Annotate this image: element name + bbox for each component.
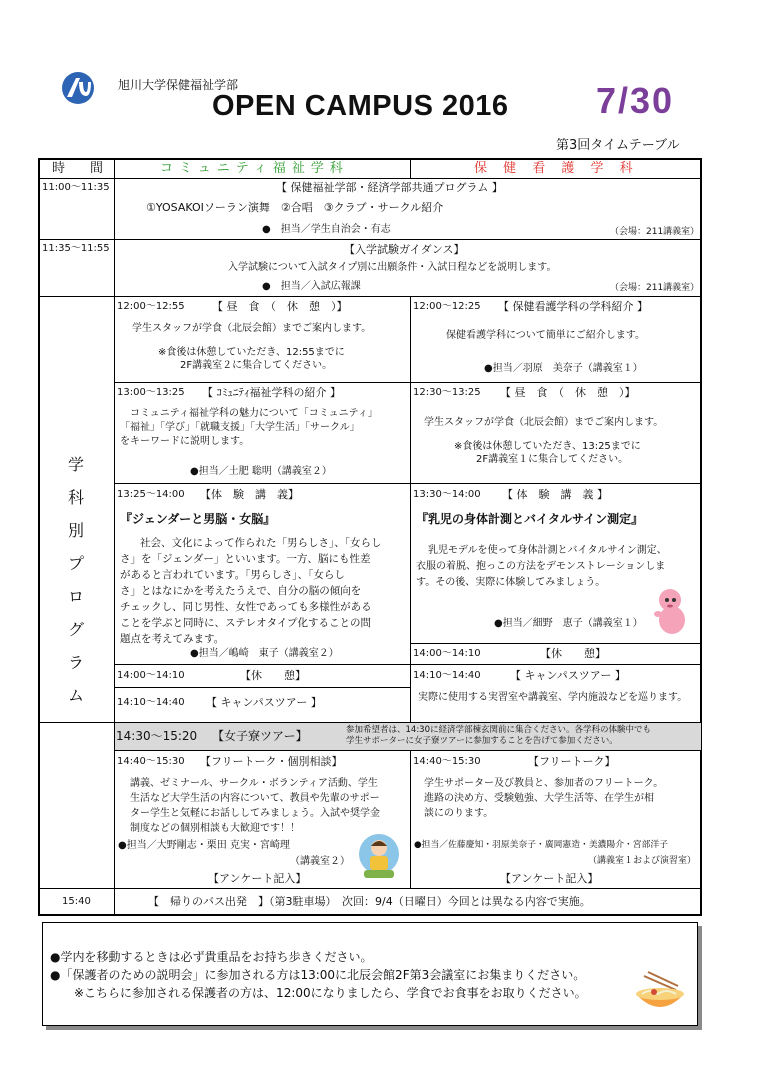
side-label-char: グ — [68, 620, 85, 639]
dorm-note: 学生サポーターに女子寮ツアーに参加することを告げて参加ください。 — [346, 736, 618, 746]
baby-illustration — [650, 586, 690, 636]
nursing-b4-time: 14:00〜14:10 — [413, 648, 481, 659]
nursing-b2-title: 【 昼 食 （ 休 憩 ）】 — [500, 386, 636, 399]
community-b4-time: 14:00〜14:10 — [117, 670, 185, 681]
nursing-b6-room: （講義室１および演習室） — [588, 856, 697, 866]
nursing-b1-staff: ●担当／羽原 美奈子（講義室１） — [484, 363, 643, 374]
bus-time: 15:40 — [62, 896, 91, 907]
row-divider — [410, 664, 701, 665]
community-b5-title: 【 キャンパスツアー 】 — [206, 696, 322, 709]
community-b4-title: 【休 憩】 — [240, 669, 306, 682]
row-divider — [38, 888, 702, 889]
nursing-b5-title: 【 キャンパスツアー 】 — [510, 669, 626, 682]
nursing-b5-time: 14:10〜14:40 — [413, 670, 481, 681]
nursing-b6-line: 進路の決め方、受験勉強、大学生活等、在学生が相 — [424, 793, 654, 804]
community-b3-line: さ」を「ジェンダー」といいます。一方、脳にも性差 — [120, 553, 371, 565]
col-header-community: コミュニティ福祉学科 — [160, 161, 349, 176]
community-b6-line: ター学生と気軽にお話ししてみましょう。入試や奨学金 — [130, 808, 380, 819]
notice-line: ●「保護者のための説明会」に参加される方は13:00に北辰会館2F第3会議室にお集まりください。 — [50, 968, 586, 982]
notice-line: ●学内を移動するときは必ず貴重品をお持ち歩きください。 — [50, 950, 373, 964]
community-b1-line: 2F講義室２に集合してください。 — [180, 360, 333, 371]
community-b3-line: があると言われています。「男らしさ」、「女らし — [120, 569, 345, 581]
community-b3-line: ことを学ぶと同時に、ステレオタイプ化することの問 — [120, 617, 372, 629]
university-name: 旭川大学保健福祉学部 — [118, 78, 239, 92]
nursing-b6-line: 学生サポーター及び教員と、参加者のフリートーク。 — [424, 778, 664, 789]
community-b3-time: 13:25〜14:00 — [117, 489, 185, 500]
nursing-b3-staff: ●担当／細野 恵子（講義室１） — [494, 618, 643, 629]
nursing-b1-line: 保健看護学科について簡単にご紹介します。 — [446, 330, 645, 341]
row-divider — [38, 239, 702, 240]
side-label-char: ム — [68, 686, 85, 705]
community-b3-title: 【体 験 講 義】 — [200, 488, 299, 501]
col-divider — [410, 296, 411, 722]
nursing-b1-time: 12:00〜12:25 — [413, 301, 481, 312]
nursing-b5-line: 実際に使用する実習室や講義室、学内施設などを巡ります。 — [418, 692, 688, 703]
common2-time: 11:35〜11:55 — [42, 243, 110, 254]
nursing-b6-staff: ●担当／佐藤慶知・羽原美奈子・廣岡憲造・美濃陽介・宮部洋子 — [414, 840, 668, 850]
community-b2-time: 13:00〜13:25 — [117, 387, 185, 398]
community-b3-line: チェックし、同じ男性、女性であっても多様性がある — [120, 601, 372, 613]
nursing-b2-line: 2F講義室１に集合してください。 — [476, 454, 629, 465]
notice-line: ※こちらに参加される保護者の方は、12:00になりましたら、学食でお食事をお取りください。 — [74, 986, 587, 1000]
col-header-nursing: 保 健 看 護 学 科 — [474, 161, 639, 176]
community-b2-staff: ●担当／土肥 聡明（講義室２） — [190, 466, 332, 477]
community-b2-line: をキーワードに説明します。 — [120, 436, 250, 447]
nursing-b3-title: 【 体 験 講 義 】 — [502, 488, 608, 501]
community-b1-title: 【 昼 食 （ 休 憩 ）】 — [212, 300, 348, 313]
side-label-char: 科 — [68, 488, 85, 507]
community-b5-time: 14:10〜14:40 — [117, 697, 185, 708]
row-divider — [114, 483, 701, 484]
common1-items: ①YOSAKOIソーラン演舞 ②合唱 ③クラブ・サークル紹介 — [146, 201, 444, 214]
common1-staff: ● 担当／学生自治会・有志 — [262, 224, 391, 235]
community-b6-title: 【フリートーク・個別相談】 — [200, 755, 343, 768]
col-divider — [114, 158, 115, 916]
bus-text: 【 帰りのバス出発 】（第3駐車場） 次回：9/4（日曜日）今回とは異なる内容で実施。 — [148, 895, 591, 908]
community-b3-line: さ」とはなにかを考えたうえで、自分の脳の傾向を — [120, 585, 362, 597]
nursing-b4-title: 【休 憩】 — [540, 647, 606, 660]
common2-desc: 入学試験について入試タイプ別に出願条件・入試日程などを説明します。 — [228, 262, 557, 273]
col-header-time: 時 間 — [52, 161, 110, 176]
community-b1-line: 学生スタッフが学食（北辰会館）までご案内します。 — [132, 323, 372, 334]
community-b6-survey: 【アンケート記入】 — [208, 872, 307, 885]
community-b3-subject: 『ジェンダーと男脳・女脳』 — [120, 512, 276, 526]
university-logo — [60, 70, 96, 106]
dorm-title: 【女子寮ツアー】 — [212, 729, 308, 743]
col-divider — [410, 158, 411, 179]
side-label-char: 学 — [68, 455, 85, 474]
event-date: 7/30 — [596, 80, 675, 121]
nursing-b3-line: す。その後、実際に体験してみましょう。 — [416, 577, 606, 588]
side-label-char: 別 — [68, 521, 85, 540]
community-b6-time: 14:40〜15:30 — [117, 756, 185, 767]
common2-title: 【入学試験ガイダンス】 — [344, 243, 465, 256]
col-divider — [410, 750, 411, 888]
timetable-round: 第3回タイムテーブル — [556, 138, 680, 153]
nursing-b6-line: 談にのります。 — [424, 808, 494, 819]
nursing-b6-title: 【フリートーク】 — [528, 755, 616, 768]
row-divider — [38, 296, 702, 297]
community-b2-title: 【 ｺﾐｭﾆﾃｨ福祉学科の紹介 】 — [202, 386, 341, 399]
side-label-char: ラ — [68, 653, 85, 672]
nursing-b2-line: 学生スタッフが学食（北辰会館）までご案内します。 — [424, 417, 664, 428]
nursing-b6-time: 14:40〜15:30 — [413, 756, 481, 767]
nursing-b1-title: 【 保健看護学科の学科紹介 】 — [498, 300, 648, 313]
community-b6-line: 制度などの個別相談も大歓迎です！！ — [130, 823, 300, 834]
community-b3-line: 社会、文化によって作られた「男らしさ」、「女らし — [140, 537, 382, 549]
page-title: OPEN CAMPUS 2016 — [212, 90, 509, 122]
row-divider — [114, 750, 701, 751]
common1-title: 【 保健福祉学部・経済学部共通プログラム 】 — [276, 181, 503, 194]
community-b3-staff: ●担当／嶋崎 東子（講義室２） — [190, 648, 339, 659]
student-illustration — [358, 832, 400, 880]
side-label-char: ロ — [68, 587, 85, 606]
dorm-note: 参加希望者は、14:30に経済学部棟玄関前に集合ください。各学科の体験中でも — [346, 725, 651, 735]
community-b1-line: ※食後は休憩していただき、12:55までに — [158, 347, 345, 358]
common2-room: （会場：211講義室） — [610, 283, 700, 293]
community-b2-line: コミュニティ福祉学科の魅力について「コミュニティ」 — [130, 408, 378, 419]
common1-time: 11:00〜11:35 — [42, 182, 110, 193]
community-b6-line: 講義、ゼミナール、サークル・ボランティア活動、学生 — [130, 778, 378, 789]
common1-room: （会場：211講義室） — [610, 227, 700, 237]
noodle-bowl-illustration — [632, 968, 688, 1020]
community-b6-room: （講義室２） — [290, 856, 350, 867]
row-divider — [114, 664, 410, 665]
community-b2-line: 「福祉」「学び」「就職支援」「大学生活」「サークル」 — [120, 422, 360, 433]
community-b6-staff: ●担当／大野剛志・栗田 克実・宮崎理 — [118, 840, 290, 851]
nursing-b2-time: 12:30〜13:25 — [413, 387, 481, 398]
row-divider — [114, 687, 410, 688]
row-divider — [410, 643, 701, 644]
row-divider — [114, 382, 701, 383]
community-b6-line: 生活など大学生活の内容について、教員や先輩のサポー — [130, 793, 380, 804]
dorm-time: 14:30〜15:20 — [116, 729, 198, 743]
nursing-b6-survey: 【アンケート記入】 — [500, 872, 599, 885]
row-divider — [38, 722, 702, 723]
nursing-b3-line: 衣服の着脱、抱っこの方法をデモンストレーションしま — [416, 561, 666, 572]
common2-staff: ● 担当／入試広報課 — [262, 281, 361, 292]
nursing-b3-line: 乳児モデルを使って身体計測とバイタルサイン測定、 — [428, 545, 667, 556]
row-divider — [38, 178, 702, 179]
nursing-b3-subject: 『乳児の身体計測とバイタルサイン測定』 — [416, 512, 644, 526]
community-b3-line: 題点を考えてみます。 — [120, 633, 225, 645]
nursing-b3-time: 13:30〜14:00 — [413, 489, 481, 500]
side-label-char: プ — [68, 554, 85, 573]
community-b1-time: 12:00〜12:55 — [117, 301, 185, 312]
nursing-b2-line: ※食後は休憩していただき、13:25までに — [454, 441, 641, 452]
